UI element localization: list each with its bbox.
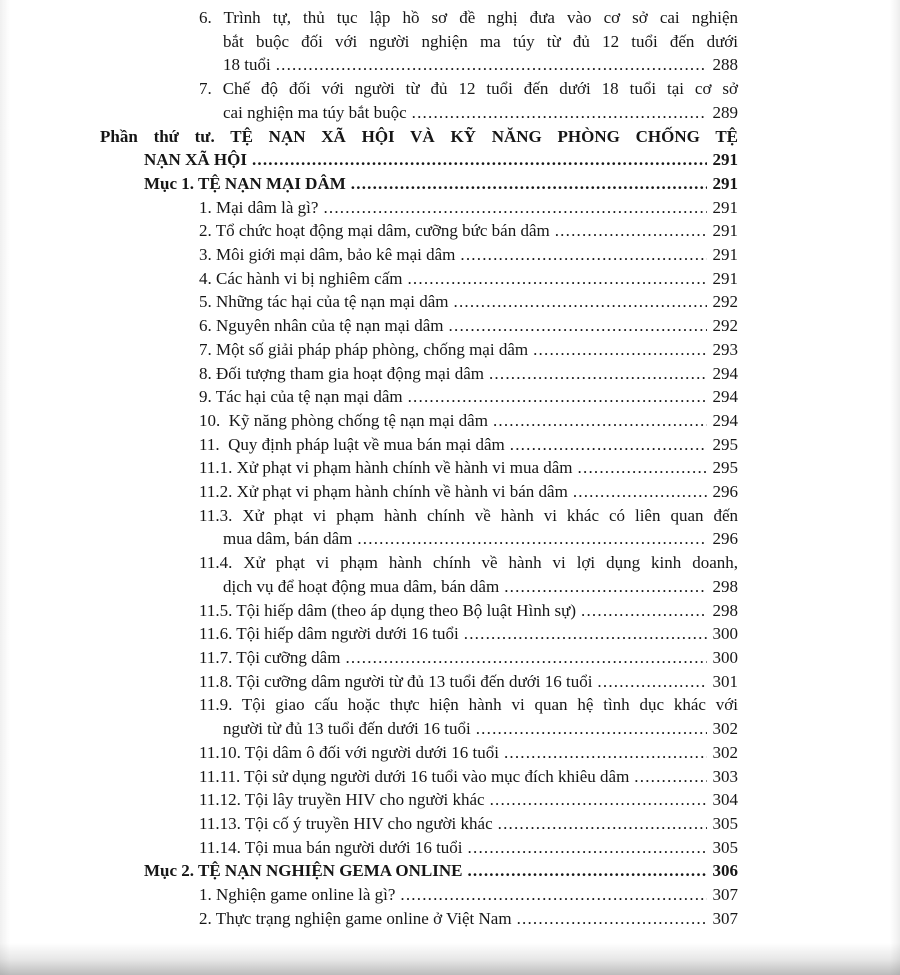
toc-entry [100, 670, 738, 694]
dot-leader [504, 741, 707, 765]
toc-entry-line [100, 717, 738, 741]
toc-entry-line [100, 599, 738, 623]
toc-page-number: 301 [712, 671, 738, 691]
toc-entry [100, 196, 738, 220]
toc-page-number: 294 [712, 410, 738, 430]
toc-page-number: 296 [712, 529, 738, 549]
dot-leader [490, 788, 707, 812]
toc-entry-line [100, 219, 738, 243]
toc-entry-text: 11.5. Tội hiếp dâm (theo áp dụng theo Bộ luật Hình sự) [199, 600, 577, 620]
toc-entry-text: 5. Những tác hại của tệ nạn mại dâm [199, 292, 449, 312]
toc-entry-line [100, 859, 738, 883]
toc-entry [100, 219, 738, 243]
toc-entry-line [100, 527, 738, 551]
toc-page-number: 296 [712, 482, 738, 502]
toc-entry-line [100, 741, 738, 765]
toc-entry [100, 741, 738, 765]
toc-page-number: 291 [712, 245, 738, 265]
page-edge-shadow-bottom [0, 943, 900, 975]
toc-page-number: 302 [712, 719, 738, 739]
toc-entry [100, 77, 738, 124]
toc-entry-line [100, 314, 738, 338]
toc-entry-line [100, 243, 738, 267]
toc-entry-line [100, 907, 738, 931]
toc-entry-line: 11.3. Xử phạt vi phạm hành chính về hành vi khác có liên quan đến [199, 505, 738, 525]
dot-leader [449, 314, 707, 338]
dot-leader [573, 480, 707, 504]
toc-page-number: 288 [712, 55, 738, 75]
toc-entry [100, 6, 738, 77]
toc-page-number: 293 [712, 339, 738, 359]
toc-entry-line [100, 433, 738, 457]
toc-entry-line [100, 480, 738, 504]
toc-entry [100, 480, 738, 504]
dot-leader [498, 812, 707, 836]
toc-entry [100, 599, 738, 623]
toc-entry [100, 125, 738, 172]
toc-entry [100, 812, 738, 836]
toc-entry-text: Mục 2. TỆ NẠN NGHIỆN GEMA ONLINE [144, 861, 463, 881]
toc-entry-text: 11.12. Tội lây truyền HIV cho người khác [199, 790, 485, 810]
toc-entry-text: 11.14. Tội mua bán người dưới 16 tuổi [199, 837, 463, 857]
toc-page-number: 291 [712, 221, 738, 241]
toc-entry [100, 385, 738, 409]
dot-leader [412, 101, 707, 125]
toc-page-number: 305 [712, 813, 738, 833]
toc-entry-text: 11. Quy định pháp luật về mua bán mại dâm [199, 434, 505, 454]
toc-list [100, 6, 738, 930]
dot-leader [357, 527, 707, 551]
dot-leader [533, 338, 707, 362]
toc-entry-line [100, 788, 738, 812]
dot-leader [464, 622, 707, 646]
toc-page-number: 298 [712, 576, 738, 596]
toc-entry-line [100, 670, 738, 694]
dot-leader [345, 646, 707, 670]
toc-page-number: 294 [712, 387, 738, 407]
toc-entry-line: 6. Trình tự, thủ tục lập hồ sơ đề nghị đưa vào cơ sở cai nghiện [199, 8, 738, 27]
toc-entry-line [100, 409, 738, 433]
toc-page-number: 291 [712, 150, 738, 170]
toc-entry-line: bắt buộc đối với người nghiện ma túy từ đủ 12 tuổi đến dưới [223, 31, 738, 51]
toc-entry-line: Phần thứ tư. TỆ NẠN XÃ HỘI VÀ KỸ NĂNG PHÒNG CHỐNG TỆ [100, 126, 738, 146]
toc-page-number: 302 [712, 742, 738, 762]
toc-entry-line [100, 148, 738, 172]
toc-entry-text: dịch vụ để hoạt động mua dâm, bán dâm [223, 576, 500, 596]
toc-entry-text: 11.2. Xử phạt vi phạm hành chính về hành vi bán dâm [199, 482, 568, 502]
toc-entry-line [100, 883, 738, 907]
toc-entry-text: NẠN XÃ HỘI [144, 150, 247, 170]
toc-entry-text: người từ đủ 13 tuổi đến dưới 16 tuổi [223, 719, 471, 739]
toc-entry [100, 693, 738, 740]
toc-entry-line [100, 267, 738, 291]
toc-entry [100, 172, 738, 196]
page-edge-shadow-left [0, 0, 10, 975]
dot-leader [467, 859, 707, 883]
toc-entry [100, 765, 738, 789]
dot-leader [597, 670, 707, 694]
toc-entry-text: 6. Nguyên nhân của tệ nạn mại dâm [199, 316, 444, 336]
toc-page-number: 291 [712, 197, 738, 217]
dot-leader [504, 575, 707, 599]
toc-entry-line [100, 196, 738, 220]
toc-entry [100, 456, 738, 480]
toc-page-number: 292 [712, 292, 738, 312]
toc-entry-text: 18 tuổi [223, 55, 271, 75]
toc-page-number: 307 [712, 908, 738, 928]
toc-page-number: 300 [712, 624, 738, 644]
dot-leader [468, 836, 707, 860]
dot-leader [578, 456, 707, 480]
dot-leader [276, 53, 707, 77]
toc-entry-text: 7. Một số giải pháp pháp phòng, chống mại dâm [199, 339, 529, 359]
toc-entry-line [100, 290, 738, 314]
toc-entry-line [100, 765, 738, 789]
page-edge-shadow-right [890, 0, 900, 975]
dot-leader [407, 267, 707, 291]
dot-leader [476, 717, 707, 741]
toc-entry-line [100, 385, 738, 409]
toc-entry-line [100, 836, 738, 860]
toc-entry-line [100, 622, 738, 646]
toc-entry-text: 11.13. Tội cố ý truyền HIV cho người khác [199, 813, 493, 833]
dot-leader [581, 599, 707, 623]
toc-page-number: 291 [712, 268, 738, 288]
toc-entry [100, 551, 738, 598]
toc-page-number: 307 [712, 885, 738, 905]
toc-entry-line [100, 53, 738, 77]
toc-entry [100, 907, 738, 931]
toc-entry-text: 2. Tổ chức hoạt động mại dâm, cưỡng bức bán dâm [199, 221, 550, 241]
toc-entry-line [100, 338, 738, 362]
toc-entry [100, 504, 738, 551]
dot-leader [634, 765, 707, 789]
toc-entry [100, 409, 738, 433]
toc-entry [100, 788, 738, 812]
toc-entry-line [100, 575, 738, 599]
dot-leader [454, 290, 708, 314]
toc-entry-line: 11.9. Tội giao cấu hoặc thực hiện hành vi quan hệ tình dục khác với [199, 695, 738, 715]
dot-leader [460, 243, 707, 267]
toc-page-number: 289 [712, 102, 738, 122]
toc-entry-text: 1. Mại dâm là gì? [199, 197, 319, 217]
toc-entry [100, 883, 738, 907]
toc-page-number: 295 [712, 434, 738, 454]
toc-entry-line: 11.4. Xử phạt vi phạm hành chính về hành vi lợi dụng kinh doanh, [199, 553, 738, 573]
dot-leader [252, 148, 707, 172]
dot-leader [351, 172, 707, 196]
toc-entry-text: 11.7. Tội cưỡng dâm [199, 647, 341, 667]
toc-page-number: 304 [712, 790, 738, 810]
toc-entry-text: Mục 1. TỆ NẠN MẠI DÂM [144, 173, 346, 193]
toc-entry [100, 267, 738, 291]
toc-entry-text: 11.8. Tội cưỡng dâm người từ đủ 13 tuổi đến dưới 16 tuổi [199, 671, 593, 691]
dot-leader [555, 219, 707, 243]
dot-leader [493, 409, 707, 433]
toc-page-number: 303 [712, 766, 738, 786]
toc-entry-text: 2. Thực trạng nghiện game online ở Việt Nam [199, 908, 512, 928]
toc-entry-line [100, 101, 738, 125]
toc-entry-text: 1. Nghiện game online là gì? [199, 885, 396, 905]
toc-entry-line [100, 172, 738, 196]
toc-page-number: 300 [712, 647, 738, 667]
toc-entry-text: 10. Kỹ năng phòng chống tệ nạn mại dâm [199, 410, 488, 430]
toc-entry [100, 290, 738, 314]
toc-entry [100, 362, 738, 386]
dot-leader [408, 385, 707, 409]
toc-entry-text: 9. Tác hại của tệ nạn mại dâm [199, 387, 403, 407]
toc-entry-line [100, 456, 738, 480]
toc-page-number: 306 [712, 861, 738, 881]
toc-entry-text: 4. Các hành vi bị nghiêm cấm [199, 268, 403, 288]
toc-page-number: 291 [712, 173, 738, 193]
toc-entry-line [100, 362, 738, 386]
toc-entry-text: cai nghiện ma túy bắt buộc [223, 102, 407, 122]
toc-entry [100, 836, 738, 860]
toc-entry [100, 338, 738, 362]
toc-entry-line [100, 646, 738, 670]
toc-entry-text: 11.1. Xử phạt vi phạm hành chính về hành vi mua dâm [199, 458, 573, 478]
toc-entry-text: 11.6. Tội hiếp dâm người dưới 16 tuổi [199, 624, 459, 644]
toc-entry [100, 859, 738, 883]
toc-entry-text: 3. Môi giới mại dâm, bảo kê mại dâm [199, 245, 456, 265]
toc-entry [100, 433, 738, 457]
toc-page-number: 298 [712, 600, 738, 620]
toc-entry-text: 11.11. Tội sử dụng người dưới 16 tuổi vào mục đích khiêu dâm [199, 766, 630, 786]
toc-entry [100, 646, 738, 670]
toc-page-number: 294 [712, 363, 738, 383]
toc-entry [100, 622, 738, 646]
dot-leader [510, 433, 707, 457]
toc-page-number: 292 [712, 316, 738, 336]
toc-page-number: 295 [712, 458, 738, 478]
toc-entry-line: 7. Chế độ đối với người từ đủ 12 tuổi đến dưới 18 tuổi tại cơ sở [199, 79, 738, 99]
dot-leader [323, 196, 707, 220]
toc-page-number: 305 [712, 837, 738, 857]
dot-leader [489, 362, 707, 386]
toc-entry [100, 243, 738, 267]
dot-leader [400, 883, 707, 907]
dot-leader [517, 907, 707, 931]
toc-entry-text: 8. Đối tượng tham gia hoạt động mại dâm [199, 363, 484, 383]
toc-entry-text: 11.10. Tội dâm ô đối với người dưới 16 tuổi [199, 742, 499, 762]
toc-entry-line [100, 812, 738, 836]
toc-entry [100, 314, 738, 338]
toc-entry-text: mua dâm, bán dâm [223, 529, 353, 549]
